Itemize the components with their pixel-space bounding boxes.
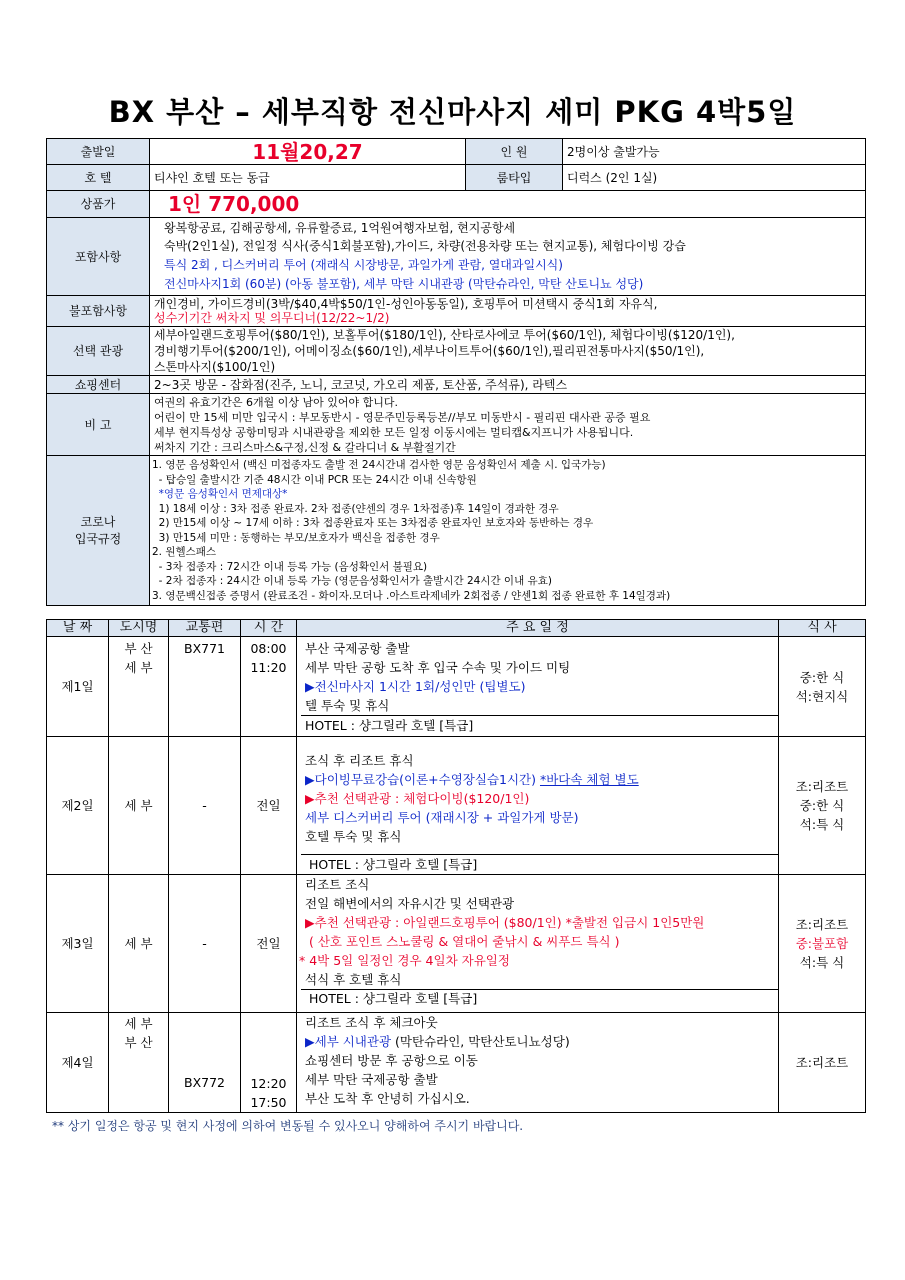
schedule-line: 세부 막탄 국제공항 출발 bbox=[305, 1072, 438, 1087]
meal-cell bbox=[779, 1013, 866, 1113]
optional-line: 경비행기투어($200/1인), 어메이징쇼($60/1인),세부나이트투어($60/1인),필리핀전통마사지($50/1인), bbox=[154, 344, 705, 358]
schedule-segment: ▶세부 시내관광 bbox=[305, 1034, 392, 1049]
hotel-label: 호 텔 bbox=[47, 165, 150, 191]
meal-value: 조:리조트 bbox=[795, 917, 849, 932]
room-type-value: 디럭스 (2인 1실) bbox=[563, 165, 866, 191]
time-value: 11:20 bbox=[250, 660, 287, 675]
included-content bbox=[150, 218, 866, 296]
optional-line: 스톤마사지($100/1인) bbox=[154, 360, 276, 374]
people-label: 인 원 bbox=[466, 139, 563, 165]
notes-line: 써차지 기간 : 크리스마스&구정,신정 & 갈라디너 & 부활절기간 bbox=[154, 440, 456, 454]
meal-value: 조:리조트 bbox=[795, 1055, 849, 1070]
included-line: 숙박(2인1실), 전일정 식사(중식1회불포함),가이드, 차량(전용차량 또는 현지교통), 체험다이빙 강습 bbox=[164, 239, 686, 253]
header-city: 도시명 bbox=[109, 620, 169, 637]
included-line: 전신마사지1회 (60분) (아동 불포함), 세부 막탄 시내관광 (막탄슈라인, 막탄 산토니뇨 성당) bbox=[164, 277, 644, 291]
excluded-line: 개인경비, 가이드경비(3박/$40,4박$50/1인-성인아동동일), 호핑투어 미션택시 중식1회 자유식, bbox=[154, 297, 658, 311]
departure-value: 11월20,27 bbox=[150, 139, 466, 165]
schedule-line: 쇼핑센터 방문 후 공항으로 이동 bbox=[305, 1053, 478, 1068]
schedule-line: 텔 투숙 및 휴식 bbox=[305, 698, 390, 713]
header-schedule: 주 요 일 정 bbox=[297, 620, 779, 637]
meal-value: 석:특 식 bbox=[799, 817, 845, 832]
covid-label bbox=[47, 456, 150, 606]
time-value: 08:00 bbox=[250, 641, 287, 656]
people-value: 2명이상 출발가능 bbox=[563, 139, 866, 165]
covid-line: - 탑승일 출발시간 기준 48시간 이내 PCR 또는 24시간 이내 신속항원 bbox=[152, 473, 477, 486]
schedule-line: ▶추천 선택관광 : 체험다이빙($120/1인) bbox=[305, 791, 530, 806]
hotel-line: HOTEL : 샹그릴라 호텔 [특급] bbox=[301, 715, 778, 735]
header-transport: 교통편 bbox=[169, 620, 241, 637]
flight-number: BX771 bbox=[184, 641, 225, 656]
footer-note: ** 상기 일정은 항공 및 현지 사정에 의하여 변동될 수 있사오니 양해하여 주시기 바랍니다. bbox=[52, 1119, 524, 1133]
time-value: 12:20 bbox=[250, 1076, 287, 1091]
included-line: 왕복항공료, 김해공항세, 유류할증료, 1억원여행자보험, 현지공항세 bbox=[164, 221, 516, 235]
price-label: 상품가 bbox=[47, 191, 150, 218]
covid-line: 3) 만15세 미만 : 동행하는 부모/보호자가 백신을 접종한 경우 bbox=[152, 531, 440, 544]
product-info-table bbox=[46, 138, 866, 606]
schedule-line: 전일 해변에서의 자유시간 및 선택관광 bbox=[305, 896, 515, 911]
day-label: 제2일 bbox=[47, 737, 109, 875]
schedule-line: 세부 디스커버리 투어 (재래시장 + 과일가게 방문) bbox=[305, 810, 579, 825]
meal-value: 중:한 식 bbox=[799, 669, 845, 685]
hotel-value: 티샤인 호텔 또는 동급 bbox=[150, 165, 466, 191]
hotel-line: HOTEL : 샹그릴라 호텔 [특급] bbox=[301, 854, 778, 874]
covid-line: 2) 만15세 이상 ~ 17세 이하 : 3차 접종완료자 또는 3차접종 완료자인 보호자와 동반하는 경우 bbox=[152, 517, 594, 529]
schedule-line: ▶추천 선택관광 : 아일랜드호핑투어 ($80/1인) *출발전 입금시 1인5만원 bbox=[305, 915, 705, 930]
shopping-value: 2~3곳 방문 - 잡화점(진주, 노니, 코코넛, 가오리 제품, 토산품, 주석류), 라텍스 bbox=[150, 376, 866, 394]
optional-tour-content bbox=[150, 327, 866, 376]
schedule-segment: (막탄슈라인, 막탄산토니뇨성당) bbox=[391, 1034, 570, 1049]
schedule-line bbox=[305, 770, 774, 789]
header-meal: 식 사 bbox=[779, 620, 866, 637]
meal-cell bbox=[779, 875, 866, 1013]
covid-line: *영문 음성확인서 면제대상* bbox=[152, 488, 288, 500]
flight-number: BX772 bbox=[184, 1075, 225, 1090]
notes-label: 비 고 bbox=[47, 394, 150, 456]
city-cell bbox=[109, 637, 169, 737]
city-name: 세 부 bbox=[124, 1016, 153, 1031]
meal-value: 석:특 식 bbox=[799, 955, 845, 970]
departure-label: 출발일 bbox=[47, 139, 150, 165]
optional-tour-label: 선택 관광 bbox=[47, 327, 150, 376]
transport-cell: - bbox=[169, 875, 241, 1013]
schedule-line bbox=[305, 1032, 774, 1051]
notes-line: 여권의 유효기간은 6개월 이상 남아 있어야 합니다. bbox=[154, 395, 398, 409]
schedule-line: 호텔 투숙 및 휴식 bbox=[305, 829, 402, 844]
optional-line: 세부아일랜드호핑투어($80/1인), 보홀투어($180/1인), 산타로사에코 투어($60/1인), 체험다이빙($120/1인), bbox=[154, 328, 735, 342]
notes-content bbox=[150, 394, 866, 456]
schedule-cell bbox=[297, 1013, 779, 1113]
time-cell bbox=[241, 1013, 297, 1113]
shopping-label: 쇼핑센터 bbox=[47, 376, 150, 394]
page-title: BX 부산 – 세부직항 전신마사지 세미 PKG 4박5일 bbox=[108, 95, 797, 129]
transport-cell: - bbox=[169, 737, 241, 875]
day-label: 제4일 bbox=[47, 1013, 109, 1113]
meal-value: 중:불포함 bbox=[795, 936, 849, 951]
hotel-line: HOTEL : 샹그릴라 호텔 [특급] bbox=[301, 989, 778, 1007]
city-name: 세 부 bbox=[109, 875, 169, 1013]
covid-label-line: 코로나 bbox=[80, 514, 116, 529]
meal-value: 중:한 식 bbox=[799, 798, 845, 813]
schedule-line: 부산 도착 후 안녕히 가십시오. bbox=[305, 1091, 470, 1106]
day-label: 제1일 bbox=[47, 637, 109, 737]
excluded-label: 불포함사항 bbox=[47, 296, 150, 327]
header-time: 시 간 bbox=[241, 620, 297, 637]
schedule-line: * 4박 5일 일정인 경우 4일차 자유일정 bbox=[299, 953, 510, 968]
meal-value: 조:리조트 bbox=[795, 779, 849, 794]
schedule-line: ( 산호 포인트 스노쿨링 & 열대어 줄낚시 & 씨푸드 특식 ) bbox=[309, 934, 620, 949]
city-cell bbox=[109, 1013, 169, 1113]
time-cell: 전일 bbox=[241, 737, 297, 875]
meal-value: 석:현지식 bbox=[795, 688, 849, 704]
city-name: 부 산 bbox=[124, 641, 153, 656]
time-cell bbox=[241, 637, 297, 737]
header-date: 날 짜 bbox=[47, 620, 109, 637]
schedule-line: 세부 막탄 공항 도착 후 입국 수속 및 가이드 미팅 bbox=[305, 660, 571, 675]
schedule-line: 조식 후 리조트 휴식 bbox=[305, 753, 414, 768]
excluded-line: 성수기기간 써차지 및 의무디너(12/22~1/2) bbox=[154, 311, 390, 325]
schedule-cell bbox=[297, 737, 779, 875]
schedule-cell bbox=[297, 875, 779, 1013]
schedule-segment: *바다속 체험 별도 bbox=[539, 772, 639, 787]
meal-cell bbox=[779, 737, 866, 875]
city-name: 세 부 bbox=[124, 660, 153, 675]
schedule-line: ▶전신마사지 1시간 1회/성인만 (팁별도) bbox=[305, 679, 526, 694]
covid-line: 1. 영문 음성확인서 (백신 미접종자도 출발 전 24시간내 검사한 영문 음성확인서 제출 시. 입국가능) bbox=[152, 459, 606, 471]
included-label: 포함사항 bbox=[47, 218, 150, 296]
city-name: 세 부 bbox=[109, 737, 169, 875]
schedule-segment: ▶다이빙무료강습(이론+수영장실습1시간) bbox=[305, 772, 536, 787]
room-type-label: 룸타입 bbox=[466, 165, 563, 191]
covid-line: 3. 영문백신접종 증명서 (완료조건 - 화이자.모더나 .아스트라제네카 2회접종 / 얀센1회 접종 완료한 후 14일경과) bbox=[152, 589, 671, 602]
notes-line: 세부 현지특성상 공항미팅과 시내관광을 제외한 모든 일정 이동시에는 멀티캡&지프니가 사용됩니다. bbox=[154, 425, 634, 439]
notes-line: 어린이 만 15세 미만 입국시 : 부모동반시 - 영문주민등록등본//부모 미동반시 - 필리핀 대사관 공증 필요 bbox=[154, 410, 651, 424]
meal-cell bbox=[779, 637, 866, 737]
time-cell: 전일 bbox=[241, 875, 297, 1013]
included-line: 특식 2회 , 디스커버리 투어 (재래식 시장방문, 과일가게 관람, 열대과일시식) bbox=[164, 258, 563, 272]
covid-line: 2. 원헬스패스 bbox=[152, 546, 217, 558]
covid-label-line: 입국규정 bbox=[74, 531, 122, 546]
schedule-line: 리조트 조식 bbox=[305, 877, 370, 892]
day-label: 제3일 bbox=[47, 875, 109, 1013]
schedule-line: 부산 국제공항 출발 bbox=[305, 641, 410, 656]
covid-content bbox=[150, 456, 866, 606]
covid-line: 1) 18세 이상 : 3차 접종 완료자. 2차 접종(얀센의 경우 1차접종)후 14일이 경과한 경우 bbox=[152, 502, 559, 515]
schedule-cell bbox=[297, 637, 779, 737]
transport-cell bbox=[169, 1013, 241, 1113]
city-name: 부 산 bbox=[124, 1035, 153, 1050]
price-value: 1인 770,000 bbox=[150, 191, 866, 218]
covid-line: - 3차 접종자 : 72시간 이내 등록 가능 (음성확인서 불필요) bbox=[152, 560, 428, 573]
time-value: 17:50 bbox=[250, 1095, 287, 1110]
schedule-line: 석식 후 호텔 휴식 bbox=[305, 972, 402, 987]
covid-line: - 2차 접종자 : 24시간 이내 등록 가능 (영문음성확인서가 출발시간 24시간 이내 유효) bbox=[152, 575, 552, 587]
itinerary-table bbox=[46, 619, 866, 1113]
transport-cell bbox=[169, 637, 241, 737]
excluded-content bbox=[150, 296, 866, 327]
schedule-line: 리조트 조식 후 체크아웃 bbox=[305, 1015, 438, 1030]
